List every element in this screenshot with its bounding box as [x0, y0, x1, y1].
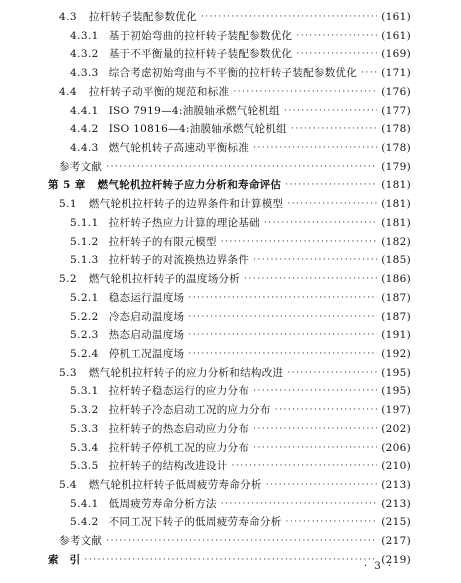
toc-entry-row	[48, 551, 411, 569]
dot-leader	[232, 457, 378, 475]
toc-title: 拉杆转子热应力计算的理论基础	[108, 216, 260, 229]
dot-leader	[253, 420, 377, 438]
toc-page-number: (182)	[381, 235, 411, 248]
toc-entry-row	[59, 8, 411, 26]
toc-entry	[0, 158, 461, 176]
toc-title: 热态启动温度场	[108, 329, 185, 342]
toc-entry-row	[48, 176, 411, 194]
toc-page-number: (181)	[381, 198, 411, 211]
toc-title: 拉杆转子停机工况的应力分布	[108, 441, 250, 454]
toc-page-number: (213)	[381, 497, 411, 510]
toc-page-number: (213)	[381, 479, 411, 491]
toc-title: 低周疲劳寿命分析方法	[108, 497, 217, 510]
dot-leader	[296, 27, 377, 45]
toc-title: 冷态启动温度场	[108, 310, 185, 323]
toc-title: 拉杆转子装配参数优化	[88, 11, 197, 23]
dot-leader	[221, 495, 378, 513]
toc-section-number: 5.1.2	[70, 235, 99, 248]
toc-page-number: (178)	[381, 142, 411, 155]
toc-section-number: 5.2.1	[70, 291, 99, 304]
dot-leader	[275, 401, 378, 419]
dot-leader	[287, 364, 377, 382]
toc-page-number: (178)	[381, 123, 411, 136]
dot-leader	[106, 158, 377, 176]
toc-section-number: 5.3.5	[70, 460, 99, 473]
toc-title: 燃气轮机拉杆转子的边界条件和计算模型	[88, 198, 284, 211]
toc-entry-row	[70, 139, 411, 157]
toc-page-number: (217)	[381, 535, 411, 548]
toc-entry-row	[59, 476, 411, 494]
dot-leader	[253, 439, 377, 457]
toc-entry	[0, 176, 461, 194]
toc-entry	[0, 120, 461, 138]
toc-section-number: 5.4	[59, 479, 77, 491]
toc-entry	[0, 27, 461, 45]
toc-entry-row	[70, 439, 411, 457]
toc-section-number: 5.3.2	[70, 404, 99, 417]
toc-entry	[0, 270, 461, 288]
toc-entry-row	[59, 364, 411, 382]
dot-leader	[253, 251, 377, 269]
toc-section-number: 5.4.2	[70, 516, 99, 529]
toc-title: 索 引	[48, 553, 81, 566]
toc-entry	[0, 195, 461, 213]
toc-page-number: (181)	[381, 179, 411, 192]
dot-leader	[253, 139, 377, 157]
toc-entry	[0, 401, 461, 419]
toc-title: 拉杆转子的对流换热边界条件	[108, 254, 250, 267]
toc-entry	[0, 8, 461, 26]
toc-entry-row	[70, 64, 411, 82]
toc-entry	[0, 102, 461, 120]
dot-leader	[284, 102, 377, 120]
toc-page-number: (185)	[381, 254, 411, 267]
toc-section-number: 4.3.1	[70, 29, 99, 42]
toc-section-number: 5.2	[59, 273, 77, 286]
toc-entry-row	[70, 457, 411, 475]
toc-entry-row	[70, 495, 411, 513]
dot-leader	[285, 176, 377, 194]
toc-entry	[0, 45, 461, 63]
toc-title: 不同工况下转子的低周疲劳寿命分析	[108, 516, 282, 529]
toc-entry-row	[70, 382, 411, 400]
toc-entry-row	[70, 420, 411, 438]
toc-section-number: 5.3.3	[70, 422, 99, 435]
dot-leader	[286, 513, 378, 531]
toc-section-number: 5.3.4	[70, 441, 99, 454]
toc-entry-row	[70, 289, 411, 307]
toc-title: 稳态运行温度场	[108, 291, 185, 304]
toc-page-number: (161)	[381, 11, 411, 23]
toc-section-number: 5.1	[59, 198, 77, 211]
dot-leader	[188, 308, 377, 326]
toc-entry	[0, 457, 461, 475]
toc-entry-row	[70, 308, 411, 326]
toc-entry	[0, 251, 461, 269]
dot-leader	[296, 45, 377, 63]
toc-entry-row	[59, 532, 411, 550]
dot-leader	[361, 64, 377, 82]
toc-entry-row	[70, 401, 411, 419]
toc-page-number: (171)	[381, 67, 411, 80]
toc-entry	[0, 289, 461, 307]
toc-section-number: 5.1.3	[70, 254, 99, 267]
toc-entry	[0, 420, 461, 438]
toc-entry	[0, 532, 461, 550]
toc-page-number: (197)	[381, 404, 411, 417]
toc-section-number: 第 5 章	[48, 179, 86, 192]
toc-entry-row	[70, 326, 411, 344]
dot-leader	[266, 476, 378, 494]
toc-title: 拉杆转子的结构改进设计	[108, 460, 228, 473]
toc-title: 基于不平衡量的拉杆转子装配参数优化	[108, 48, 293, 61]
toc-entry-row	[59, 195, 411, 213]
toc-title: 燃气轮机拉杆转子应力分析和寿命评估	[97, 179, 282, 192]
toc-page-number: (191)	[381, 329, 411, 342]
page-number: · 3 ·	[364, 561, 394, 572]
toc-page-number: (206)	[381, 441, 411, 454]
toc-page-number: (181)	[381, 216, 411, 229]
toc-page-number: (187)	[381, 291, 411, 304]
toc-section-number: 5.4.1	[70, 497, 99, 510]
toc-entry-row	[70, 102, 411, 120]
toc-entry-row	[59, 270, 411, 288]
toc-entry-row	[70, 251, 411, 269]
toc-entry	[0, 345, 461, 363]
toc-page-number: (215)	[381, 516, 411, 529]
toc-title: ISO 7919—4:油膜轴承燃气轮机组	[108, 104, 280, 117]
toc-section-number: 5.2.2	[70, 310, 99, 323]
dot-leader	[106, 532, 377, 550]
toc-title: 燃气轮机拉杆转子的温度场分析	[88, 273, 241, 286]
toc-page-number: (186)	[381, 273, 411, 286]
toc-page-number: (219)	[381, 553, 411, 566]
toc-title: 拉杆转子动平衡的规范和标准	[88, 85, 230, 98]
toc-entry	[0, 308, 461, 326]
dot-leader	[287, 195, 377, 213]
toc-entry	[0, 139, 461, 157]
dot-leader	[244, 270, 377, 288]
toc-entry	[0, 439, 461, 457]
toc-page-number: (169)	[381, 48, 411, 61]
toc-page-number: (177)	[381, 104, 411, 117]
toc-entry	[0, 476, 461, 494]
toc-entry-row	[59, 83, 411, 101]
toc-page-number: (161)	[381, 29, 411, 42]
toc-title: ISO 10816—4:油膜轴承燃气轮机组	[108, 123, 287, 136]
toc-entry	[0, 495, 461, 513]
toc-page-number: (210)	[381, 460, 411, 473]
dot-leader	[84, 551, 377, 569]
toc-entry-row	[70, 120, 411, 138]
toc-title: 综合考虑初始弯曲与不平衡的拉杆转子装配参数优化	[108, 67, 358, 80]
dot-leader	[233, 83, 377, 101]
dot-leader	[188, 326, 377, 344]
toc-title: 拉杆转子稳态运行的应力分布	[108, 385, 250, 398]
toc-section-number: 5.2.4	[70, 347, 99, 360]
toc-title: 参考文献	[59, 160, 103, 173]
toc-page-number: (179)	[381, 160, 411, 173]
dot-leader	[201, 8, 377, 26]
toc-title: 拉杆转子的热态启动应力分布	[108, 422, 250, 435]
dot-leader	[253, 382, 377, 400]
toc-title: 燃气轮机拉杆转子的应力分析和结构改进	[88, 366, 284, 379]
toc-section-number: 5.2.3	[70, 329, 99, 342]
toc-entry	[0, 513, 461, 531]
toc-section-number: 5.3	[59, 366, 77, 379]
toc-section-number: 4.3.2	[70, 48, 99, 61]
toc-page-number: (187)	[381, 310, 411, 323]
toc-page-number: (195)	[381, 366, 411, 379]
toc-entry-row	[70, 513, 411, 531]
toc-title: 参考文献	[59, 535, 103, 548]
toc-page-number: (192)	[381, 347, 411, 360]
toc-page-number: (176)	[381, 85, 411, 98]
toc-section-number: 4.3.3	[70, 67, 99, 80]
toc-entry	[0, 64, 461, 82]
toc-entry-row	[59, 158, 411, 176]
toc-entry-row	[70, 214, 411, 232]
toc-section-number: 4.4.3	[70, 142, 99, 155]
toc-entry	[0, 326, 461, 344]
toc-section-number: 4.4.1	[70, 104, 99, 117]
toc-section-number: 5.1.1	[70, 216, 99, 229]
toc-section-number: 4.4	[59, 85, 77, 98]
dot-leader	[188, 345, 377, 363]
toc-section-number: 4.4.2	[70, 123, 99, 136]
toc-page-number: (195)	[381, 385, 411, 398]
toc-entry	[0, 214, 461, 232]
toc-entry	[0, 382, 461, 400]
toc-entry-row	[70, 345, 411, 363]
toc-entry	[0, 83, 461, 101]
toc-entry	[0, 364, 461, 382]
dot-leader	[188, 289, 377, 307]
toc-section-number: 5.3.1	[70, 385, 99, 398]
toc-entry	[0, 233, 461, 251]
dot-leader	[291, 120, 377, 138]
toc-title: 燃气轮机转子高速动平衡标准	[108, 142, 250, 155]
toc-entry-row	[70, 45, 411, 63]
dot-leader	[264, 214, 377, 232]
toc-entry-row	[70, 27, 411, 45]
toc-title: 拉杆转子冷态启动工况的应力分布	[108, 404, 271, 417]
toc-title: 停机工况温度场	[108, 347, 185, 360]
dot-leader	[221, 233, 378, 251]
toc-title: 燃气轮机拉杆转子低周疲劳寿命分析	[88, 479, 262, 491]
toc-title: 拉杆转子的有限元模型	[108, 235, 217, 248]
toc-section-number: 4.3	[59, 11, 77, 23]
toc-entry-row	[70, 233, 411, 251]
toc-page-number: (202)	[381, 422, 411, 435]
toc-title: 基于初始弯曲的拉杆转子装配参数优化	[108, 29, 293, 42]
